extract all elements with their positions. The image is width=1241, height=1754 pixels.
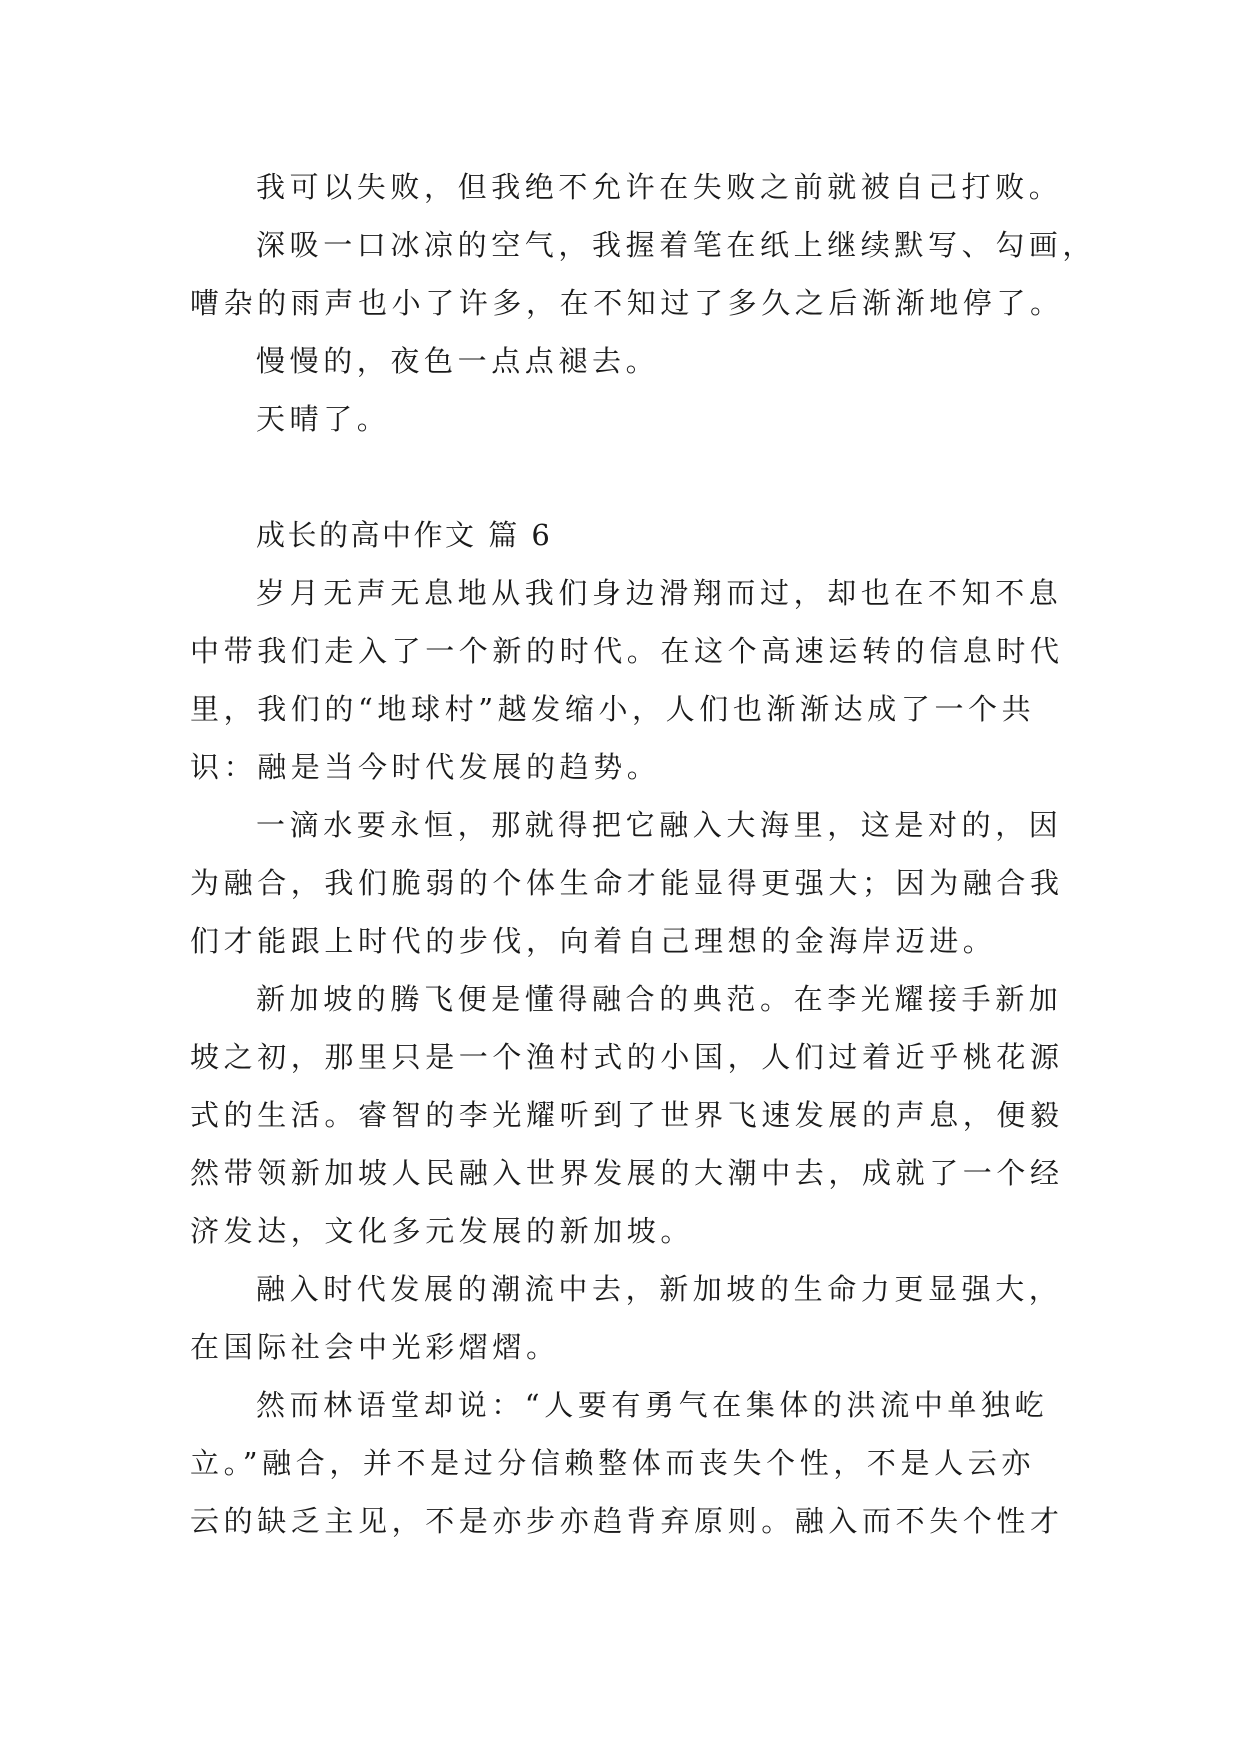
paragraph-line: 一滴水要永恒，那就得把它融入大海里，这是对的，因 bbox=[256, 808, 1063, 842]
paragraph-line: 云的缺乏主见，不是亦步亦趋背弃原则。融入而不失个性才 bbox=[190, 1504, 1064, 1538]
paragraph-line: 融入时代发展的潮流中去，新加坡的生命力更显强大， bbox=[256, 1272, 1063, 1306]
paragraph-line: 然而林语堂却说：“人要有勇气在集体的洪流中单独屹 bbox=[256, 1388, 1049, 1422]
essay-continuation bbox=[190, 158, 1097, 448]
paragraph-line: 坡之初，那里只是一个渔村式的小国，人们过着近乎桃花源 bbox=[190, 1040, 1064, 1074]
paragraph-line: 里，我们的“地球村”越发缩小，人们也渐渐达成了一个共 bbox=[190, 692, 1036, 726]
paragraph-line: 新加坡的腾飞便是懂得融合的典范。在李光耀接手新加 bbox=[256, 982, 1063, 1016]
paragraph-line: 为融合，我们脆弱的个体生命才能显得更强大；因为融合我 bbox=[190, 866, 1064, 900]
paragraph-line: 然带领新加坡人民融入世界发展的大潮中去，成就了一个经 bbox=[190, 1156, 1064, 1190]
paragraph-line: 识：融是当今时代发展的趋势。 bbox=[190, 750, 661, 784]
paragraph-line: 我可以失败，但我绝不允许在失败之前就被自己打败。 bbox=[256, 170, 1063, 204]
paragraph-line: 济发达，文化多元发展的新加坡。 bbox=[190, 1214, 695, 1248]
paragraph-line: 深吸一口冰凉的空气，我握着笔在纸上继续默写、勾画， bbox=[256, 228, 1097, 262]
paragraph-line: 慢慢的，夜色一点点褪去。 bbox=[256, 344, 660, 378]
paragraph-line: 岁月无声无息地从我们身边滑翔而过，却也在不知不息 bbox=[256, 576, 1063, 610]
paragraph-line: 中带我们走入了一个新的时代。在这个高速运转的信息时代 bbox=[190, 634, 1064, 668]
paragraph-line: 天晴了。 bbox=[256, 402, 391, 436]
essay-title: 成长的高中作文 篇 6 bbox=[256, 518, 553, 552]
paragraph-line: 嘈杂的雨声也小了许多，在不知过了多久之后渐渐地停了。 bbox=[190, 286, 1064, 320]
essay-section bbox=[190, 506, 1070, 1550]
paragraph-line: 们才能跟上时代的步伐，向着自己理想的金海岸迈进。 bbox=[190, 924, 997, 958]
paragraph-line: 立。”融合，并不是过分信赖整体而丧失个性，不是人云亦 bbox=[190, 1446, 1035, 1480]
paragraph-line: 式的生活。睿智的李光耀听到了世界飞速发展的声息，便毅 bbox=[190, 1098, 1064, 1132]
paragraph-line: 在国际社会中光彩熠熠。 bbox=[190, 1330, 560, 1364]
